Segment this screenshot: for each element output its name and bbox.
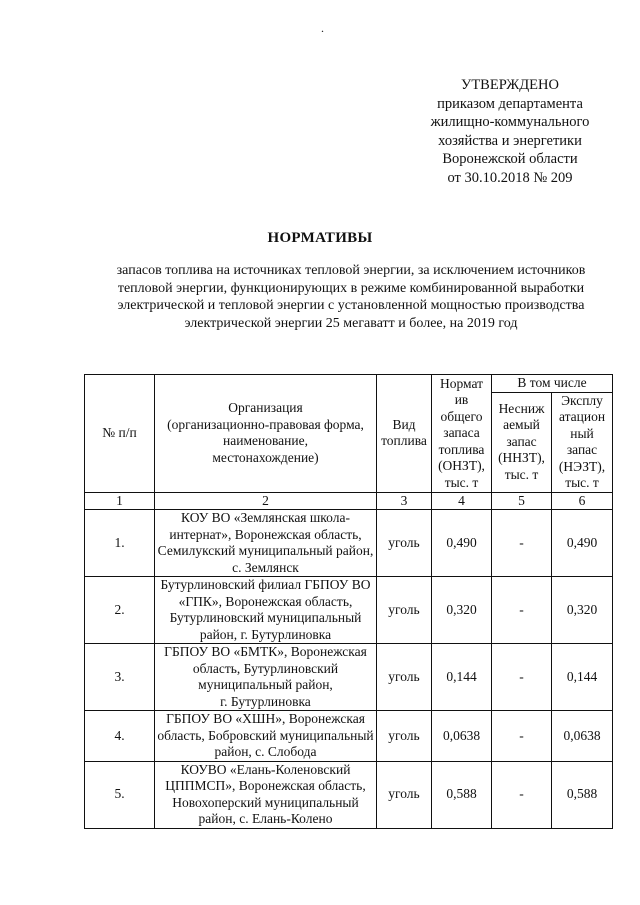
row-org-line: Семилукский муниципальный район, [157,543,374,558]
row-nnzt: - [492,711,552,762]
row-nnzt: - [492,761,552,828]
document-title: НОРМАТИВЫ [267,230,373,246]
header-onzt-line: топлива [438,441,485,457]
row-org-line: ЦППМСП», Воронежская область, [165,778,366,793]
header-onzt-line: Нормат [439,375,484,391]
table-row [85,644,613,711]
header-onzt-line: общего [440,408,483,424]
row-fuel: уголь [377,510,432,577]
header-nezt-line: атацион [558,409,606,424]
header-nnzt [492,392,552,492]
row-onzt: 0,0638 [432,711,492,762]
row-org-line: г. Бутурлиновка [220,693,311,709]
row-org-line: район, с. Елань-Колено [198,811,333,826]
document-subtitle [86,262,616,332]
header-nnzt-line: запас [506,433,537,449]
row-org-line: КОУ ВО «Землянская школа- [181,510,350,525]
row-nnzt: - [492,644,552,711]
row-org [155,510,377,577]
row-org-line: ГБПОУ ВО «ХШН», Воронежская [166,711,365,726]
header-nezt-line: Эксплу [561,392,603,408]
row-num: 3. [85,644,155,711]
norms-table [84,374,613,829]
approval-line: приказом департамента [437,95,583,112]
row-org [155,761,377,828]
header-org-line: наименование, [223,433,308,449]
row-nnzt: - [492,577,552,644]
table-row [85,510,613,577]
row-org-line: «ГПК», Воронежская область, [178,593,353,609]
row-org-line: Новохоперский муниципальный [172,794,359,810]
header-nnzt-line: аемый [503,417,540,433]
row-org-line: область, Бобровский муниципальный [157,727,374,743]
row-org-line: КОУВО «Елань-Коленовский [180,761,351,777]
header-num: № п/п [85,375,155,493]
approval-line: жилищно-коммунального [430,114,590,130]
approval-line: Воронежской области [442,151,578,167]
row-num: 2. [85,577,155,644]
header-nezt [552,392,613,492]
column-number-row [85,492,613,510]
column-number: 2 [155,492,377,510]
approval-line: хозяйства и энергетики [438,132,582,149]
header-onzt [432,375,492,493]
row-num: 5. [85,761,155,828]
row-org-line: с. Землянск [232,559,299,575]
header-org-line: (организационно-правовая форма, [167,416,364,432]
header-onzt-line: тыс. т [444,474,479,490]
row-onzt: 0,490 [432,510,492,577]
header-nezt-line: ный [570,425,594,441]
row-num: 1. [85,510,155,577]
row-onzt: 0,144 [432,644,492,711]
header-nezt-line: тыс. т [565,475,599,490]
row-org-line: ГБПОУ ВО «БМТК», Воронежская [164,644,367,659]
column-number: 1 [85,492,155,510]
header-fuel [377,375,432,493]
header-nezt-line: (НЭЗТ), [558,458,606,474]
row-org-line: муниципальный район, [198,677,333,692]
header-org-line: местонахождение) [212,449,319,465]
row-nezt: 0,490 [552,510,613,577]
column-number: 5 [492,492,552,510]
subtitle-line: запасов топлива на источниках тепловой энергии, за исключением источников [116,263,586,278]
table-row [85,577,613,644]
header-in-total: В том числе [492,375,613,393]
row-fuel: уголь [377,711,432,762]
header-fuel-line: Вид [392,416,416,432]
table-header-row [85,375,613,393]
row-org-line: Бутурлиновский муниципальный [169,610,362,625]
row-nezt: 0,0638 [552,711,613,762]
header-nezt-line: запас [566,442,598,457]
row-org-line: район, с. Слобода [214,744,317,759]
header-onzt-line: запаса [443,425,480,440]
header-nnzt-line: (ННЗТ), [498,450,545,466]
top-mark: . [321,21,324,35]
row-nezt: 0,588 [552,761,613,828]
row-nnzt: - [492,510,552,577]
row-nezt: 0,144 [552,644,613,711]
row-org [155,711,377,762]
header-onzt-line: (ОНЗТ), [438,458,485,473]
header-onzt-line: ив [454,392,469,407]
column-number: 4 [432,492,492,510]
row-num: 4. [85,711,155,762]
row-org-line: Бутурлиновский филиал ГБПОУ ВО [160,577,371,592]
approval-block [400,76,620,187]
row-fuel: уголь [377,577,432,644]
row-nezt: 0,320 [552,577,613,644]
header-fuel-line: топлива [381,433,427,449]
row-org-line: интернат», Воронежская область, [169,526,362,542]
row-fuel: уголь [377,761,432,828]
row-org-line: район, г. Бутурлиновка [199,626,332,642]
header-nnzt-line: Несниж [498,400,545,416]
table-row [85,711,613,762]
row-org-line: область, Бутурлиновский [192,660,339,676]
approval-line: УТВЕРЖДЕНО [461,77,559,93]
table-row [85,761,613,828]
approval-line: от 30.10.2018 № 209 [447,169,573,186]
row-onzt: 0,588 [432,761,492,828]
subtitle-line: электрической энергии 25 мегаватт и более, на 2019 год [184,315,518,331]
row-fuel: уголь [377,644,432,711]
column-number: 3 [377,492,432,510]
column-number: 6 [552,492,613,510]
header-nnzt-line: тыс. т [504,466,539,482]
header-org [155,375,377,493]
subtitle-line: электрической и тепловой энергии с установленной мощностью производства [117,298,585,313]
header-org-line: Организация [228,400,303,416]
row-org [155,577,377,644]
row-org [155,644,377,711]
subtitle-line: тепловой энергии, функционирующих в режиме комбинированной выработки [117,280,585,296]
row-onzt: 0,320 [432,577,492,644]
